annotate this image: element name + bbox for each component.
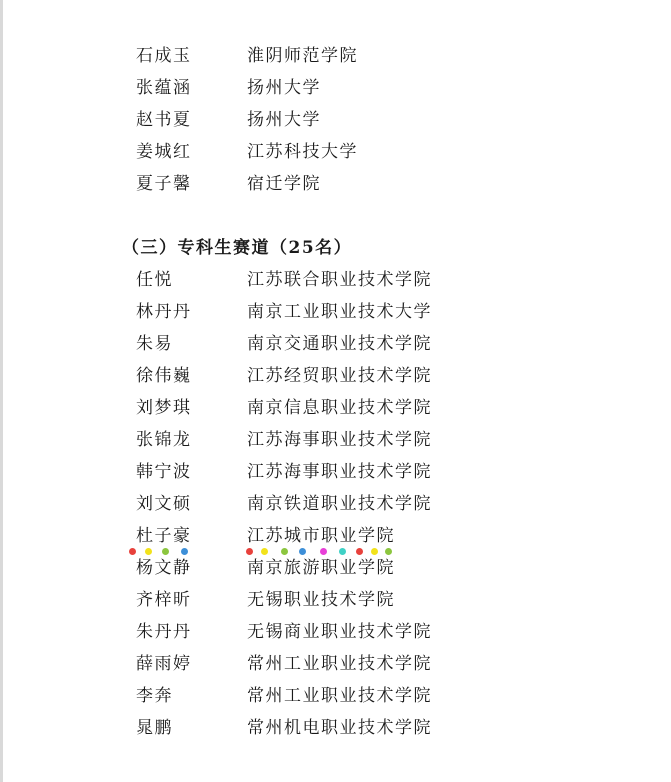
person-name: 任悦 (136, 270, 173, 290)
marker-dot (339, 548, 346, 555)
list-item (0, 488, 671, 520)
institution-name: 江苏城市职业学院 (247, 526, 395, 546)
person-name: 薛雨婷 (136, 654, 192, 674)
institution-name: 宿迁学院 (247, 174, 321, 194)
institution-name: 南京旅游职业学院 (247, 558, 395, 578)
list-item (0, 104, 671, 136)
institution-name: 常州工业职业技术学院 (247, 654, 432, 674)
institution-name: 南京铁道职业技术学院 (247, 494, 432, 514)
person-name: 李奔 (136, 686, 173, 706)
institution-name: 扬州大学 (247, 78, 321, 98)
marker-dot (356, 548, 363, 555)
list-item (0, 424, 671, 456)
institution-name: 扬州大学 (247, 110, 321, 130)
list-item (0, 40, 671, 72)
list-item (0, 360, 671, 392)
person-name: 杨文静 (136, 558, 192, 578)
list-item (0, 264, 671, 296)
person-name: 朱易 (136, 334, 173, 354)
marker-dot (299, 548, 306, 555)
person-name: 韩宁波 (136, 462, 192, 482)
marker-dot (145, 548, 152, 555)
marker-dot (162, 548, 169, 555)
person-name: 晁鹏 (136, 718, 173, 738)
institution-name: 江苏联合职业技术学院 (247, 270, 432, 290)
institution-name: 江苏科技大学 (247, 142, 358, 162)
institution-name: 南京工业职业技术大学 (247, 302, 432, 322)
marker-dot (281, 548, 288, 555)
marker-dot (181, 548, 188, 555)
person-name: 石成玉 (136, 46, 192, 66)
list-item (0, 648, 671, 680)
highlight-marker-dots (0, 548, 671, 560)
list-item (0, 392, 671, 424)
list-item (0, 136, 671, 168)
person-name: 朱丹丹 (136, 622, 192, 642)
person-name: 刘梦琪 (136, 398, 192, 418)
institution-name: 南京信息职业技术学院 (247, 398, 432, 418)
institution-name: 淮阴师范学院 (247, 46, 358, 66)
list-item (0, 680, 671, 712)
person-name: 张蕴涵 (136, 78, 192, 98)
institution-name: 无锡职业技术学院 (247, 590, 395, 610)
institution-name: 江苏海事职业技术学院 (247, 430, 432, 450)
person-name: 齐梓昕 (136, 590, 192, 610)
person-name: 姜城红 (136, 142, 192, 162)
person-name: 夏子馨 (136, 174, 192, 194)
section-heading: （三）专科生赛道（25名） (122, 238, 353, 258)
institution-name: 常州机电职业技术学院 (247, 718, 432, 738)
marker-dot (371, 548, 378, 555)
institution-name: 江苏海事职业技术学院 (247, 462, 432, 482)
person-name: 赵书夏 (136, 110, 192, 130)
list-item (0, 328, 671, 360)
marker-dot (261, 548, 268, 555)
marker-dot (129, 548, 136, 555)
list-item (0, 712, 671, 744)
institution-name: 江苏经贸职业技术学院 (247, 366, 432, 386)
marker-dot (246, 548, 253, 555)
list-item (0, 584, 671, 616)
institution-name: 南京交通职业技术学院 (247, 334, 432, 354)
list-item (0, 616, 671, 648)
person-name: 刘文硕 (136, 494, 192, 514)
list-item (0, 168, 671, 200)
person-name: 杜子豪 (136, 526, 192, 546)
marker-dot (385, 548, 392, 555)
institution-name: 无锡商业职业技术学院 (247, 622, 432, 642)
marker-dot (320, 548, 327, 555)
list-item (0, 72, 671, 104)
list-item (0, 456, 671, 488)
list-item (0, 296, 671, 328)
institution-name: 常州工业职业技术学院 (247, 686, 432, 706)
person-name: 张锦龙 (136, 430, 192, 450)
person-name: 徐伟巍 (136, 366, 192, 386)
person-name: 林丹丹 (136, 302, 192, 322)
